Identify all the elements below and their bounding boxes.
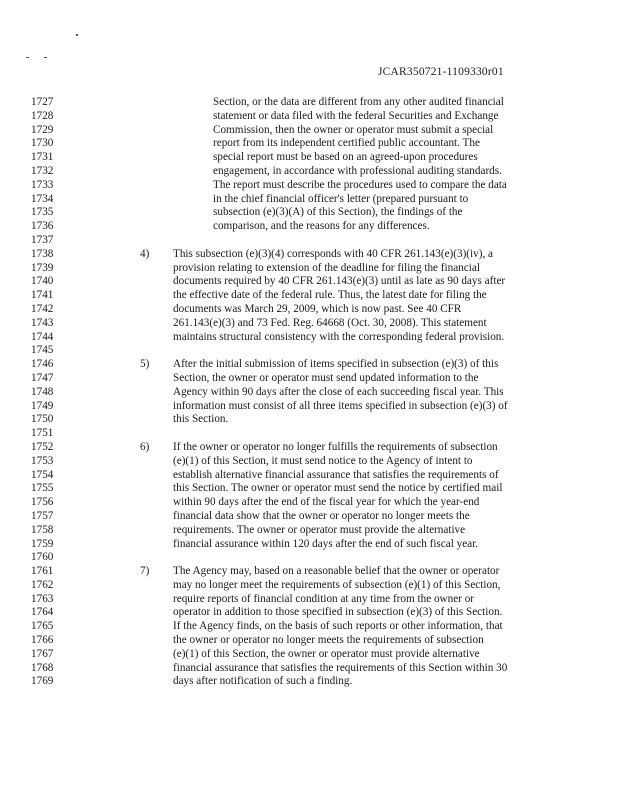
line-text: the effective date of the federal rule. Thus, the latest date for filing the: [173, 289, 487, 302]
line-text: Agency within 90 days after the close of each succeeding fiscal year. This: [173, 385, 504, 398]
line-text: establish alternative financial assurance that satisfies the requirements of: [173, 468, 499, 481]
document-line: [0, 110, 618, 124]
paragraph-marker: 5): [140, 358, 150, 371]
line-number: 1745: [31, 344, 54, 357]
line-number: 1757: [31, 509, 54, 522]
line-text: maintains structural consistency with the corresponding federal provision.: [173, 330, 505, 343]
line-number: 1760: [31, 551, 54, 564]
line-number: 1769: [31, 675, 54, 688]
line-text: (e)(1) of this Section, it must send notice to the Agency of intent to: [173, 454, 473, 467]
line-number: 1733: [31, 178, 54, 191]
document-line: [0, 606, 618, 620]
line-number: 1750: [31, 413, 54, 426]
line-number: 1735: [31, 206, 54, 219]
document-line: [0, 441, 618, 455]
document-line: [0, 648, 618, 662]
document-line: [0, 275, 618, 289]
line-number: 1727: [31, 96, 54, 108]
document-line: [0, 675, 618, 689]
line-text: If the Agency finds, on the basis of such reports or other information, that: [173, 620, 503, 633]
line-text: engagement, in accordance with professional auditing standards.: [213, 164, 502, 177]
line-text: Section, the owner or operator must send updated information to the: [173, 371, 479, 384]
line-text: statement or data filed with the federal Securities and Exchange: [213, 109, 499, 122]
document-line: [0, 358, 618, 372]
line-number: 1737: [31, 233, 54, 246]
line-text: this Section. The owner or operator must send the notice by certified mail: [173, 482, 503, 495]
paragraph-marker: 7): [140, 565, 150, 578]
line-number: 1734: [31, 192, 54, 205]
line-text: (e)(1) of this Section, the owner or operator must provide alternative: [173, 647, 480, 660]
document-line: [0, 469, 618, 483]
line-number: 1756: [31, 496, 54, 509]
document-line: [0, 620, 618, 634]
line-number: 1728: [31, 109, 54, 122]
line-text: comparison, and the reasons for any differences.: [213, 220, 430, 233]
line-number: 1741: [31, 289, 54, 302]
line-text: Commission, then the owner or operator must submit a special: [213, 123, 494, 136]
line-number: 1762: [31, 578, 54, 591]
document-line: [0, 317, 618, 331]
document-line: [0, 386, 618, 400]
document-line: [0, 524, 618, 538]
document-line: [0, 262, 618, 276]
document-line: [0, 634, 618, 648]
document-line: [0, 662, 618, 676]
document-line: [0, 220, 618, 234]
document-line: [0, 289, 618, 303]
line-number: 1764: [31, 606, 54, 619]
line-text: days after notification of such a finding.: [173, 675, 353, 688]
document-line: [0, 248, 618, 262]
line-number: 1751: [31, 427, 54, 440]
line-number: 1758: [31, 523, 54, 536]
document-line: [0, 96, 618, 110]
line-text: provision relating to extension of the deadline for filing the financial: [173, 261, 480, 274]
scan-speck: [76, 34, 78, 36]
line-number: 1736: [31, 220, 54, 233]
line-text: operator in addition to those specified in subsection (e)(3) of this Section.: [173, 606, 503, 619]
line-number: 1738: [31, 247, 54, 260]
line-text: Section, or the data are different from any other audited financial: [213, 96, 504, 108]
document-line: [0, 331, 618, 345]
document-line: [0, 151, 618, 165]
document-line: [0, 482, 618, 496]
line-number: 1740: [31, 275, 54, 288]
document-line: [0, 551, 618, 565]
line-text: requirements. The owner or operator must provide the alternative: [173, 523, 466, 536]
document-line: [0, 165, 618, 179]
line-text: the owner or operator no longer meets the requirements of subsection: [173, 634, 484, 647]
line-number: 1747: [31, 371, 54, 384]
document-header-id: JCAR350721-1109330r01: [378, 66, 504, 78]
document-line: [0, 538, 618, 552]
line-number: 1743: [31, 316, 54, 329]
line-number: 1748: [31, 385, 54, 398]
document-line: [0, 455, 618, 469]
line-number: 1739: [31, 261, 54, 274]
document-line: [0, 510, 618, 524]
document-line: [0, 372, 618, 386]
document-line: [0, 137, 618, 151]
document-line: [0, 206, 618, 220]
line-number: 1755: [31, 482, 54, 495]
document-line: [0, 593, 618, 607]
line-text: The report must describe the procedures used to compare the data: [213, 178, 507, 191]
paragraph-marker: 4): [140, 247, 150, 260]
line-number: 1732: [31, 164, 54, 177]
line-text: documents was March 29, 2009, which is now past. See 40 CFR: [173, 302, 462, 315]
line-text: financial assurance that satisfies the requirements of this Section within 30: [173, 661, 508, 674]
document-line: [0, 193, 618, 207]
line-number: 1765: [31, 620, 54, 633]
line-number: 1749: [31, 399, 54, 412]
line-number: 1730: [31, 137, 54, 150]
line-number: 1759: [31, 537, 54, 550]
line-number: 1767: [31, 647, 54, 660]
line-text: require reports of financial condition at any time from the owner or: [173, 592, 475, 605]
line-number: 1768: [31, 661, 54, 674]
paragraph-marker: 6): [140, 440, 150, 453]
document-body: [0, 96, 618, 689]
line-text: After the initial submission of items specified in subsection (e)(3) of this: [173, 358, 499, 371]
document-line: [0, 579, 618, 593]
document-line: [0, 565, 618, 579]
line-text: subsection (e)(3)(A) of this Section), the findings of the: [213, 206, 463, 219]
line-number: 1752: [31, 440, 54, 453]
line-text: documents required by 40 CFR 261.143(e)(3) until as late as 90 days after: [173, 275, 506, 288]
document-line: [0, 344, 618, 358]
line-text: financial data show that the owner or operator no longer meets the: [173, 509, 470, 522]
document-line: [0, 400, 618, 414]
line-number: 1766: [31, 634, 54, 647]
scan-speck: [44, 57, 47, 58]
line-text: this Section.: [173, 413, 229, 426]
document-line: [0, 303, 618, 317]
line-number: 1731: [31, 151, 54, 164]
line-text: within 90 days after the end of the fiscal year for which the year-end: [173, 496, 480, 509]
line-text: 261.143(e)(3) and 73 Fed. Reg. 64668 (Oct. 30, 2008). This statement: [173, 316, 487, 329]
line-number: 1763: [31, 592, 54, 605]
scan-speck: [26, 57, 29, 58]
line-text: The Agency may, based on a reasonable belief that the owner or operator: [173, 565, 500, 578]
line-text: information must consist of all three items specified in subsection (e)(3) of: [173, 399, 508, 412]
line-text: This subsection (e)(3)(4) corresponds with 40 CFR 261.143(e)(3)(iv), a: [173, 247, 494, 260]
line-text: may no longer meet the requirements of subsection (e)(1) of this Section,: [173, 578, 501, 591]
document-line: [0, 179, 618, 193]
line-text: If the owner or operator no longer fulfills the requirements of subsection: [173, 440, 498, 453]
line-number: 1744: [31, 330, 54, 343]
line-number: 1746: [31, 358, 54, 371]
line-text: report from its independent certified public accountant. The: [213, 137, 480, 150]
document-line: [0, 234, 618, 248]
line-number: 1742: [31, 302, 54, 315]
line-number: 1753: [31, 454, 54, 467]
document-line: [0, 496, 618, 510]
line-number: 1729: [31, 123, 54, 136]
line-text: in the chief financial officer's letter (prepared pursuant to: [213, 192, 469, 205]
line-number: 1761: [31, 565, 54, 578]
line-text: special report must be based on an agreed-upon procedures: [213, 151, 478, 164]
document-line: [0, 427, 618, 441]
document-line: [0, 124, 618, 138]
line-number: 1754: [31, 468, 54, 481]
line-text: financial assurance within 120 days after the end of such fiscal year.: [173, 537, 479, 550]
document-line: [0, 413, 618, 427]
